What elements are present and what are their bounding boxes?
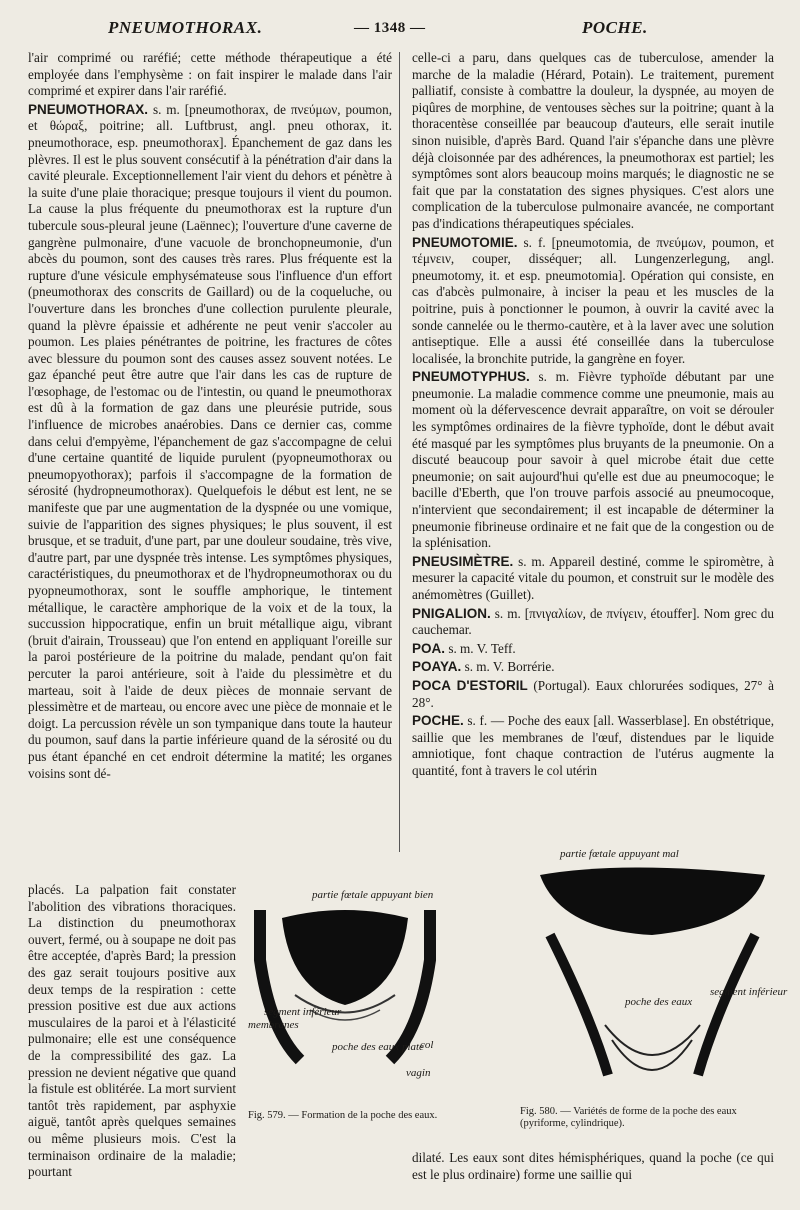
entry-headword: PNEUMOTHORAX. [28, 101, 149, 117]
entry-body: s. f. — Poche des eaux [all. Wasserblase]. En obstétrique, saillie que les membranes de l'œuf, distendues par le liquide amniotique, font chaque contraction de l'utérus augmente la quantité, font à travers le col utérin [412, 713, 775, 778]
figure-label: col [420, 1039, 434, 1051]
entry-headword: PNEUSIMÈTRE. [412, 553, 514, 569]
running-header [0, 18, 800, 44]
dictionary-entry [412, 678, 774, 711]
page-number: — 1348 — [354, 20, 426, 36]
left-column [28, 50, 392, 782]
right-column-bottom [412, 1150, 774, 1183]
dictionary-entry [412, 369, 774, 552]
dictionary-entry [412, 641, 774, 658]
header-left-title: PNEUMOTHORAX. [108, 18, 263, 37]
figure-label: membranes [248, 1019, 299, 1031]
entry-headword: POCA D'ESTORIL [412, 677, 528, 693]
figure-580-caption: Fig. 580. — Variétés de forme de la poche des eaux (pyriforme, cylindrique). [520, 1106, 737, 1129]
figure-label: partie fœtale appuyant bien [312, 889, 434, 901]
entry-headword: POCHE. [412, 713, 464, 729]
figure-label: segment inférieur [264, 1006, 342, 1018]
entry-body: (Portugal). Eaux chlorurées sodiques, 27° à 28°. [412, 677, 774, 710]
figure-label: partie fœtale appuyant mal [560, 848, 679, 860]
entry-body: s. m. [pneumothorax, de πνεύμων, poumon, et θώραξ, poitrine; all. Luftbrust, angl. pneu othorax, it. pneumothorace, esp. pneumothorax]. Épanchement de gaz dans les plèvres. Il est le plus souvent consécutif à la pénétration d'air dans la cavité pleurale. Exceptionnellement l'air vient du dehors et pénètre à la suite d'une plaie thoracique; presque toujours il vient du poumon. La cause la plus fréquente du pneumothorax est la rupture d'un tubercule sous-pleural jeune (Laënnec); l'ouverture d'une caverne de gangrène pulmonaire, d'une vacuole de bronchopneumonie, d'un abcès du poumon, sont des causes très rares. Plus fréquente est la rupture d'une vésicule emphysémateuse sous l'influence d'un effort (pneumothorax des conscrits de Gaillard) ou de la coqueluche, ou l'ouverture dans les bronches d'une collection purulente pleurale, quand la plèvre épaissie et adhérente ne peut venir s'accoler au poumon. Les plaies pénétrantes de poitrine, les fractures de côtes avec blessure du poumon sont des causes assez souvent notées. Le gaz épanché peut être autre que l'air dans les cas de rupture de l'œsophage, de l'estomac ou de l'intestin, ou quand le pneumothorax est dû à la formation de gaz dans une pleurésie putride, sous l'influence de microbes anaérobies. Dans ce dernier cas, comme dans celui d'empyème, l'épanchement de gaz s'accompagne de celui d'une certaine quantité de liquide purulent (pyopneumothorax ou pneumopyothorax); parfois il s'accompagne de la formation de sérosité (hydropneumothorax). Quelquefois le début est lent, ne se manifeste que par une augmentation de la dyspnée ou une vomique, suivie de l'apparition des signes physiques; le plus souvent, il est brusque, et se traduit, d'une part, par une douleur soudaine, très vive, d'autre part, par une dyspnée très intense. Les symptômes physiques, caractéristiques, du pneumothorax et de l'hydropneumothorax ou du pyopneumothorax, sont le souffle amphorique, le tintement métallique, le caractère amphorique de la voix et de la toux, la succussion hippocratique, enfin un bruit métallique aigu, vibrant (bruit d'airain, Trousseau) que l'on entend en appliquant l'oreille sur la paroi postérieure de la poitrine du malade, pendant qu'on fait percuter la paroi antérieure, soit à l'aide du plessimètre et du marteau, soit à l'aide de deux pièces de monnaie servant de plessimètre et de marteau, ou encore avec une pièce de monnaie et le doigt. La percussion révèle un son tympanique dans toute la hauteur du poumon, sauf dans la partie inférieure quand de la sérosité ou du pus étant épanché en cet endroit détermine la matité; les organes voisins sont dé- [28, 101, 392, 781]
paragraph: celle-ci a paru, dans quelques cas de tuberculose, amender la marche de la maladie (Hérard, Potain). Le traitement, purement palliatif, consiste à combattre la douleur, la dyspnée, au moyen de piqûres de morphine, de ventouses sèches sur la poitrine; quant à la thoracentèse conseillée par beaucoup d'auteurs, elle serait inutile sinon nuisible, d'après Bard. Quand l'air s'épanche dans une plèvre déjà cloisonnée par des adhérences, la pneumothorax est partiel; les symptômes sont alors beaucoup moins marqués; le diagnostic ne se fait que par la constatation des signes physiques. C'est alors une complication de la tuberculose pulmonaire avancée, ne comportant pas d'indications thérapeutiques spéciales. [412, 50, 774, 231]
entry-body: s. f. [pneumotomia, de πνεύμων, poumon, et τέμνειν, couper, disséquer; all. Lungenzerlegung, angl. pneumotomy, it. et esp. pneumotomia]. Opération qui consiste, en cas d'abcès pulmonaire, à inciser la peau et les muscles de la poitrine, puis à ponctionner le poumon, à ouvrir la cavité avec la sonde cannelée ou le thermo-cautère, et à la laver avec une solution antiseptique. Elle a aussi été conseillée dans la tuberculose localisée, la bronchite putride, la gangrène en foyer. [412, 234, 774, 366]
left-column-narrow [28, 882, 236, 1181]
paragraph: l'air comprimé ou raréfié; cette méthode thérapeutique a été employée dans l'emphysème : on fait inspirer le malade dans l'air comprimé et expirer dans l'air raréfié. [28, 50, 392, 99]
figure-label: poche des eaux plate [332, 1041, 424, 1053]
entry-body: s. m. V. Borrérie. [464, 659, 555, 675]
entry-headword: PNIGALION. [412, 605, 491, 621]
paragraph: dilaté. Les eaux sont dites hémisphériques, quand la poche (ce qui est le plus ordinaire) forme une saillie qui [412, 1150, 774, 1182]
dictionary-entry [412, 235, 774, 368]
entry-body: s. m. Appareil destiné, comme le spiromètre, à mesurer la capacité vitale du poumon, et construit sur le modèle des anémomètres (Guillet). [412, 553, 775, 602]
entry-body: s. m. V. Teff. [448, 640, 516, 656]
entry-body: s. m. [πνιγαλίων, de πνίγειν, étouffer]. Nom grec du cauchemar. [412, 605, 774, 638]
entry-body: s. m. Fièvre typhoïde débutant par une pneumonie. La maladie commence comme une pneumonie, mais au moment où la défervescence devrait apparaître, on voit se dérouler les symptômes ordinaires de la fièvre typhoïde, dont le début avait été masqué par les symptômes plus bruyants de la pneumonie. On a discuté beaucoup pour savoir à quel microbe était due cette pneumonie; on sait aujourd'hui qu'elle est due au pneumocoque; le bacille d'Eberth, que l'on trouve parfois associé au pneumocoque, n'intervient que secondairement; il est incapable de déterminer la pneumonie fibrineuse ordinaire et ne fait que de la congestion ou de la splénisation. [412, 369, 774, 551]
dictionary-entry [412, 659, 774, 676]
figure-579-caption: Fig. 579. — Formation de la poche des eaux. [248, 1110, 438, 1121]
figure-label: segment inférieur [710, 986, 788, 998]
figure-580-illustration [520, 845, 788, 1100]
entry-headword: POAYA. [412, 659, 462, 675]
header-right-title: POCHE. [582, 18, 648, 37]
entry-headword: PNEUMOTOMIE. [412, 234, 518, 250]
dictionary-entry [412, 713, 774, 779]
dictionary-entry [412, 554, 774, 604]
paragraph: placés. La palpation fait constater l'abolition des vibrations thoraciques. La distinction du pneumothorax ouvert, fermé, ou à soupape ne doit pas être acceptée, d'après Bard; la pression des gaz serait toujours positive aux deux temps de la respiration : cette pression positive est due aux actions musculaires de la paroi et à l'élasticité pulmonaire; elle est une conséquence de la compressibilité des gaz. La pression ne devient négative que quand la fistule est oblitérée. La mort survient tantôt très rapidement, par asphyxie aiguë, tantôt après quelques semaines ou même plusieurs mois. C'est la terminaison ordinaire de la maladie; pourtant [28, 882, 236, 1180]
dictionary-entry [28, 102, 392, 782]
figure-579-illustration [240, 880, 490, 1100]
figure-label: vagin [406, 1067, 431, 1079]
column-divider [399, 52, 400, 852]
dictionary-entry [412, 606, 774, 639]
entry-headword: POA. [412, 640, 446, 656]
figure-label: poche des eaux [625, 996, 693, 1008]
right-column [412, 50, 774, 780]
entry-headword: PNEUMOTYPHUS. [412, 369, 530, 385]
